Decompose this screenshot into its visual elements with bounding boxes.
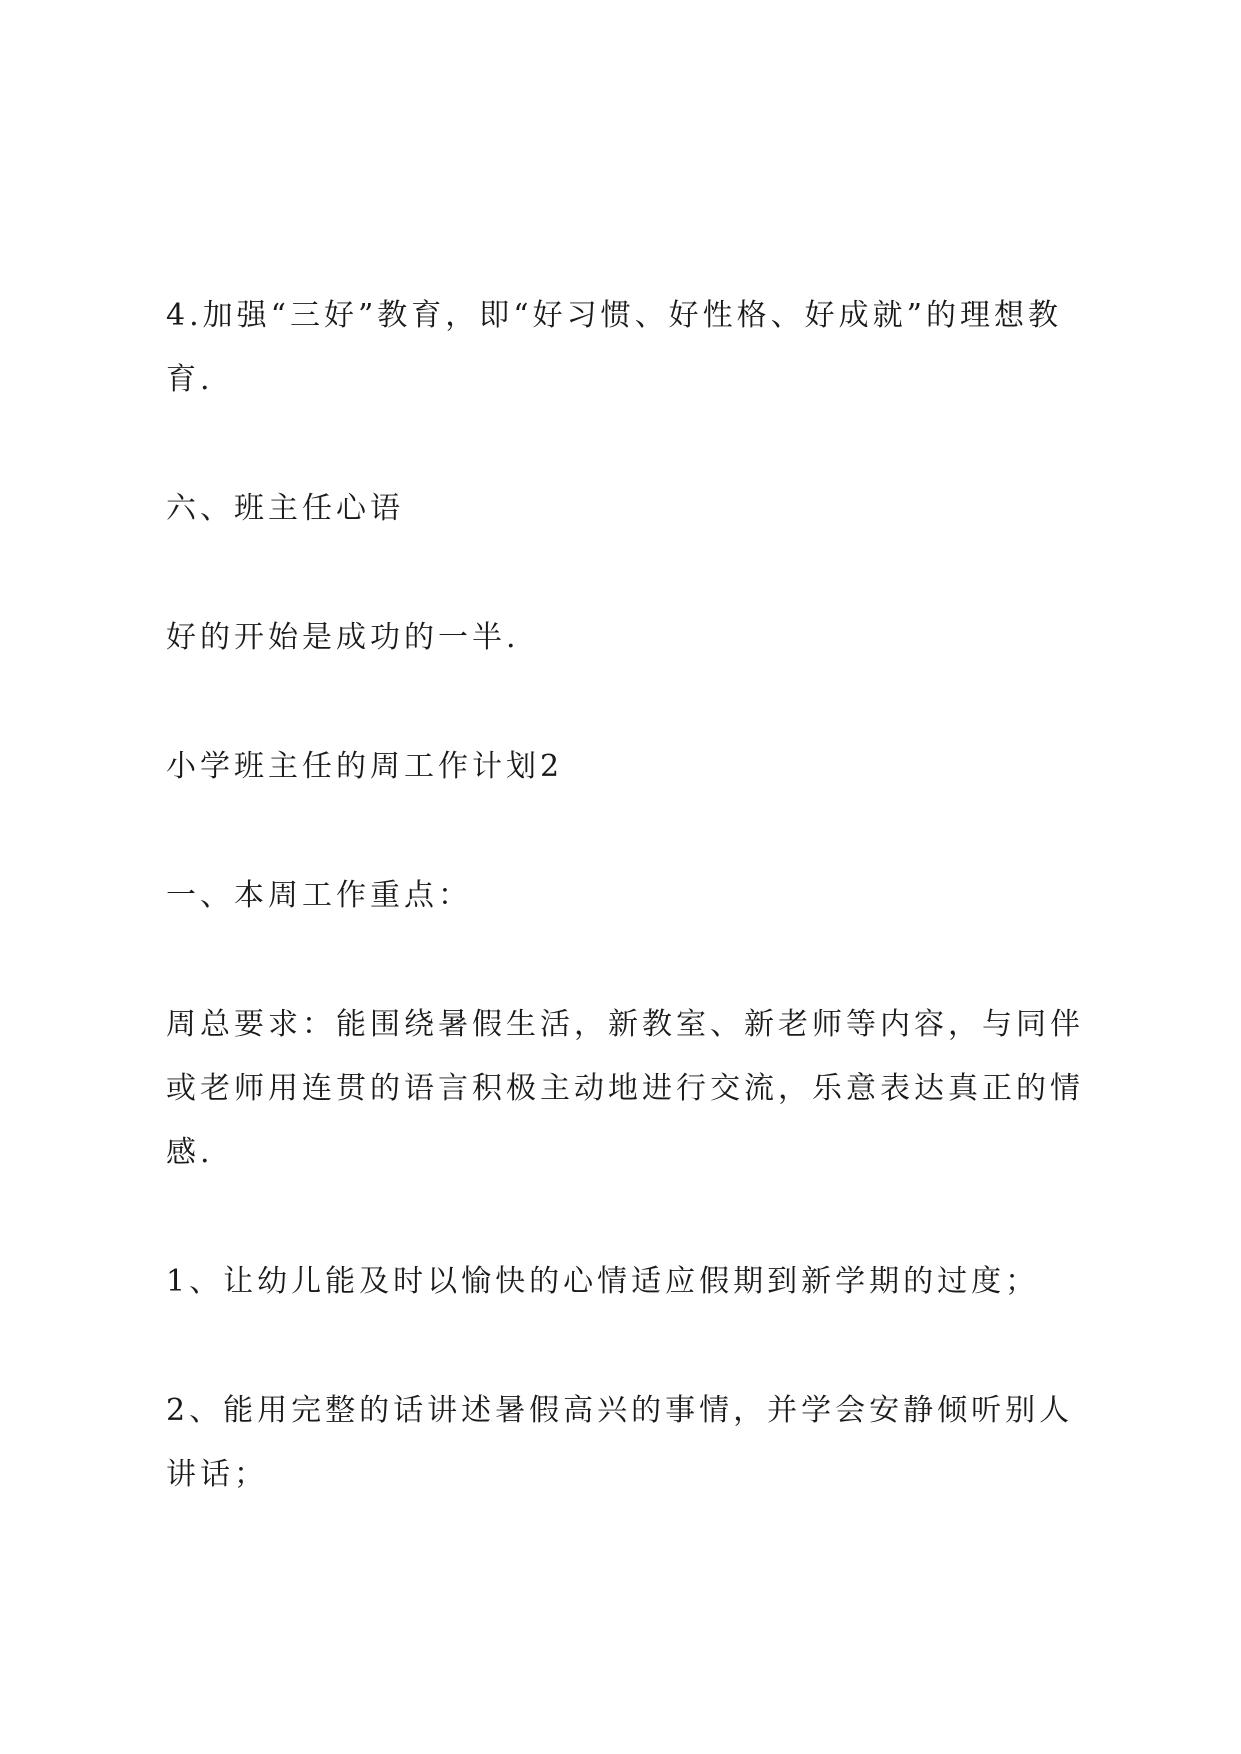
paragraph-weekly-requirements: 周总要求：能围绕暑假生活，新教室、新老师等内容，与同伴或老师用连贯的语言积极主动地进行交流，乐意表达真正的情感. [166,1007,1084,1170]
paragraph-item-4: 4.加强“三好”教育，即“好习惯、好性格、好成就”的理想教育. [166,298,1062,397]
section-heading-six: 六、班主任心语 [166,491,404,526]
document-subtitle: 小学班主任的周工作计划2 [166,749,564,784]
list-item-2: 2、能用完整的话讲述暑假高兴的事情，并学会安静倾听别人讲话； [166,1393,1074,1492]
document-body [166,284,1086,1572]
list-item-1: 1、让幼儿能及时以愉快的心情适应假期到新学期的过度； [166,1264,1040,1299]
paragraph-motto: 好的开始是成功的一半. [166,620,520,655]
section-heading-one: 一、本周工作重点： [166,878,472,913]
